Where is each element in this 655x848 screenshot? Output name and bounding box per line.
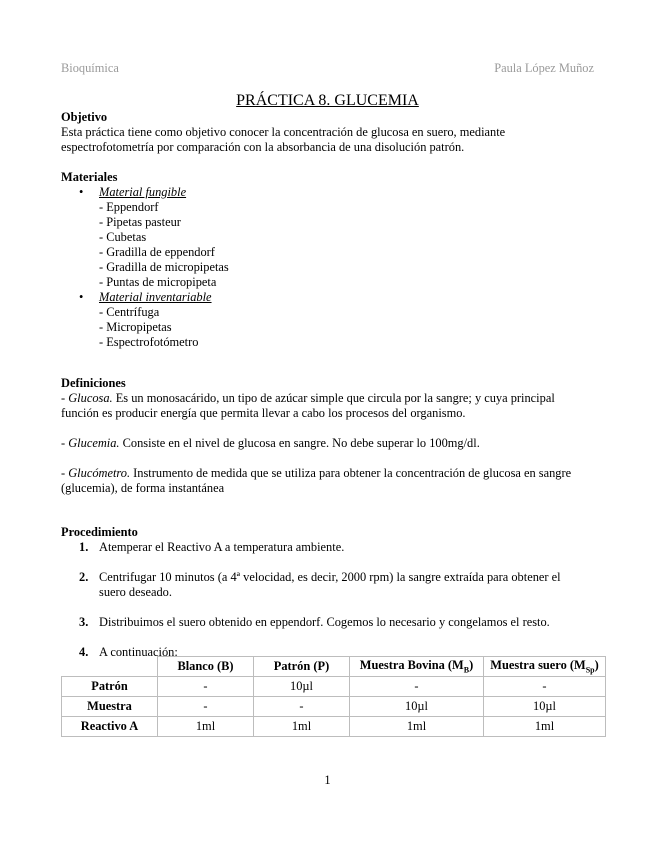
row-header: Patrón <box>62 677 158 697</box>
reagent-table <box>61 656 606 737</box>
bullet-icon: • <box>79 185 84 199</box>
table-cell: 10µl <box>254 677 350 697</box>
table-cell: 1ml <box>484 717 606 737</box>
objetivo-line-1: Esta práctica tiene como objetivo conocer la concentración de glucosa en suero, mediante <box>61 125 506 139</box>
definiciones-heading: Definiciones <box>61 376 126 390</box>
inventariable-item: - Espectrofotómetro <box>99 335 199 349</box>
def-glucosa-line-2: función es producir energía que permita llevar a cabo los procesos del organismo. <box>61 406 466 420</box>
step-number: 2. <box>79 570 89 584</box>
page-number: 1 <box>324 773 331 787</box>
fungible-item: - Gradilla de micropipetas <box>99 260 229 274</box>
fungible-item: - Puntas de micropipeta <box>99 275 217 289</box>
table-cell: 10µl <box>350 697 484 717</box>
procedimiento-heading: Procedimiento <box>61 525 138 539</box>
table-cell: 1ml <box>158 717 254 737</box>
table-row <box>62 697 606 717</box>
section-materiales <box>61 170 601 350</box>
objetivo-heading: Objetivo <box>61 110 108 124</box>
section-definiciones <box>61 376 601 496</box>
def-glucometro-line-2: (glucemia), de forma instantánea <box>61 481 225 495</box>
table-cell: - <box>158 677 254 697</box>
table-cell: - <box>350 677 484 697</box>
fungible-item: - Gradilla de eppendorf <box>99 245 215 259</box>
step-number: 3. <box>79 615 89 629</box>
table-cell: - <box>484 677 606 697</box>
table-cell: 10µl <box>484 697 606 717</box>
table-corner <box>62 657 158 677</box>
section-objetivo <box>61 110 601 155</box>
table-cell: 1ml <box>350 717 484 737</box>
row-header: Reactivo A <box>62 717 158 737</box>
section-procedimiento <box>61 525 601 660</box>
page-title: PRÁCTICA 8. GLUCEMIA <box>236 92 419 109</box>
table-cell: 1ml <box>254 717 350 737</box>
step-number: 1. <box>79 540 89 554</box>
table-row <box>62 677 606 697</box>
table-cell: - <box>158 697 254 717</box>
inventariable-label: Material inventariable <box>99 290 212 304</box>
column-header: Muestra Bovina $(M_B)$ <box>350 657 484 677</box>
bullet-icon: • <box>79 290 84 304</box>
objetivo-line-2: espectrofotometría por comparación con la absorbancia de una disolución patrón. <box>61 140 465 154</box>
def-glucosa-line-1: - Glucosa. Es un monosacárido, un tipo de azúcar simple que circula por la sangre; y cuya principal <box>61 391 555 405</box>
table-header-row <box>62 657 606 677</box>
header-subject: Bioquímica <box>61 61 119 75</box>
glucemia-term: Glucemia. <box>68 436 120 450</box>
fungible-item: - Cubetas <box>99 230 147 244</box>
step-number: 4. <box>79 645 89 659</box>
inventariable-item: - Centrífuga <box>99 305 160 319</box>
inventariable-bullet-row <box>61 290 601 305</box>
table-cell: - <box>254 697 350 717</box>
row-header: Muestra <box>62 697 158 717</box>
step-item: 2. Centrifugar 10 minutos (a 4ª velocidad, es decir, 2000 rpm) la sangre extraída para obtener el suero deseado. <box>79 570 561 599</box>
fungible-label: Material fungible <box>99 185 187 199</box>
fungible-item: - Pipetas pasteur <box>99 215 181 229</box>
def-glucemia: - Glucemia. Consiste en el nivel de glucosa en sangre. No debe superar lo 100mg/dl. <box>61 436 480 450</box>
step-item: 4. A continuación: <box>79 645 178 659</box>
step-item: 1. Atemperar el Reactivo A a temperatura ambiente. <box>79 540 345 554</box>
fungible-bullet-row <box>61 185 601 200</box>
header-author: Paula López Muñoz <box>494 61 594 75</box>
glucosa-term: Glucosa. <box>68 391 113 405</box>
column-header: Muestra suero $(M_{Sp})$ <box>484 657 606 677</box>
column-header: Blanco (B) <box>158 657 254 677</box>
step-item: 3. Distribuimos el suero obtenido en eppendorf. Cogemos lo necesario y congelamos el resto. <box>79 615 550 629</box>
column-header: Patrón (P) <box>254 657 350 677</box>
def-glucometro-line-1: - Glucómetro. Instrumento de medida que se utiliza para obtener la concentración de glucosa en sangre <box>61 466 572 480</box>
glucometro-term: Glucómetro. <box>68 466 131 480</box>
table-row <box>62 717 606 737</box>
fungible-item: - Eppendorf <box>99 200 159 214</box>
inventariable-item: - Micropipetas <box>99 320 172 334</box>
materiales-heading: Materiales <box>61 170 118 184</box>
